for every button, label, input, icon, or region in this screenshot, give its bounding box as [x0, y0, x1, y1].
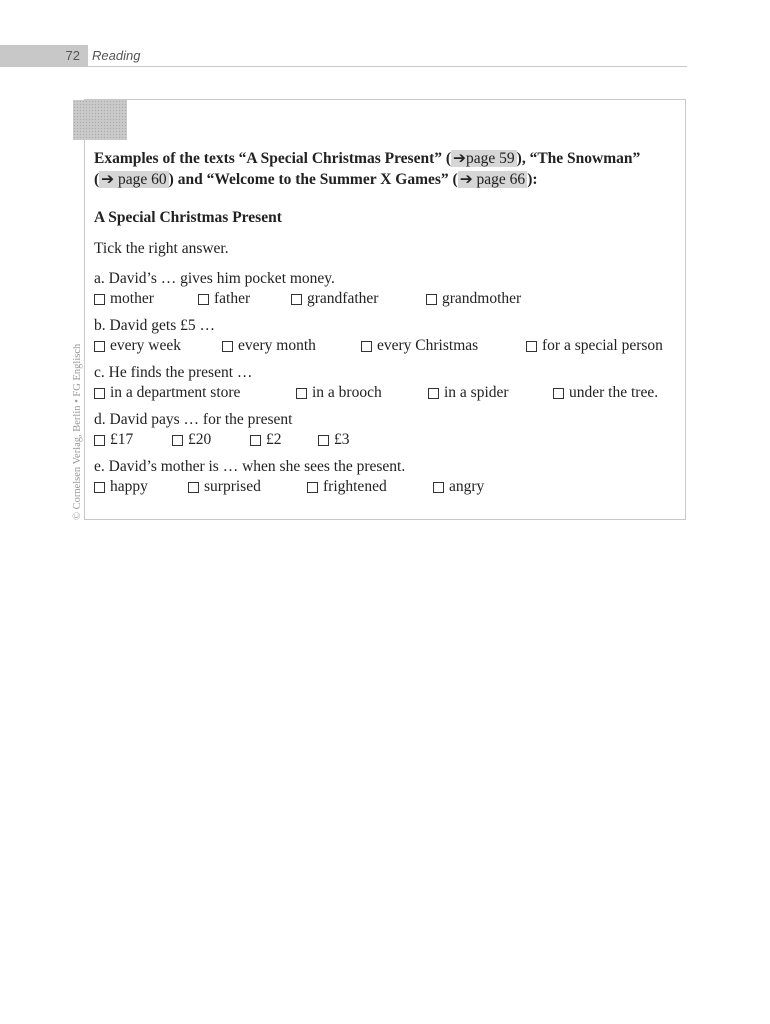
option-label: £20: [188, 431, 212, 448]
option-label: £17: [110, 431, 134, 448]
question-prompt: e. David’s mother is … when she sees the present.: [94, 458, 406, 475]
option-label: father: [214, 290, 251, 307]
page-reference-link[interactable]: ➔ page 60: [101, 171, 167, 188]
checkbox-icon[interactable]: [307, 482, 318, 493]
checkbox-icon[interactable]: [526, 341, 537, 352]
option-label: every month: [238, 337, 316, 354]
answer-option[interactable]: [94, 477, 148, 497]
answer-option[interactable]: [361, 336, 478, 356]
option-label: under the tree.: [569, 384, 659, 401]
option-label: every week: [110, 337, 181, 354]
intro-part: (: [94, 171, 100, 188]
answer-option[interactable]: [428, 383, 509, 403]
question-prompt: a. David’s … gives him pocket money.: [94, 270, 335, 287]
answer-option[interactable]: [318, 430, 350, 450]
option-label: grandfather: [307, 290, 379, 307]
answer-option[interactable]: [198, 289, 250, 309]
answer-option[interactable]: [426, 289, 521, 309]
checkbox-icon[interactable]: [553, 388, 564, 399]
page-reference-link[interactable]: ➔page 59: [453, 150, 515, 167]
option-label: in a department store: [110, 384, 241, 401]
corner-pattern: [73, 100, 127, 140]
header-rule: [0, 66, 687, 67]
intro-text: [94, 148, 684, 190]
answer-option[interactable]: [250, 430, 282, 450]
checkbox-icon[interactable]: [250, 435, 261, 446]
checkbox-icon[interactable]: [94, 435, 105, 446]
intro-part: Examples of the texts “A Special Christmas Present” (: [94, 150, 452, 167]
intro-part: ) and “Welcome to the Summer X Games” (: [168, 171, 458, 188]
answer-option[interactable]: [553, 383, 658, 403]
checkbox-icon[interactable]: [94, 388, 105, 399]
answer-option[interactable]: [291, 289, 378, 309]
option-label: in a spider: [444, 384, 509, 401]
question-prompt: c. He finds the present …: [94, 364, 253, 381]
answer-option[interactable]: [94, 430, 133, 450]
option-label: mother: [110, 290, 154, 307]
intro-part: ):: [527, 171, 538, 188]
checkbox-icon[interactable]: [428, 388, 439, 399]
option-label: £2: [266, 431, 282, 448]
checkbox-icon[interactable]: [198, 294, 209, 305]
checkbox-icon[interactable]: [426, 294, 437, 305]
instruction: Tick the right answer.: [94, 240, 229, 257]
checkbox-icon[interactable]: [172, 435, 183, 446]
checkbox-icon[interactable]: [433, 482, 444, 493]
answer-option[interactable]: [526, 336, 663, 356]
checkbox-icon[interactable]: [318, 435, 329, 446]
option-label: frightened: [323, 478, 387, 495]
checkbox-icon[interactable]: [188, 482, 199, 493]
option-label: every Christmas: [377, 337, 479, 354]
checkbox-icon[interactable]: [222, 341, 233, 352]
question-prompt: d. David pays … for the present: [94, 411, 293, 428]
section-title: Reading: [92, 48, 141, 63]
answer-option[interactable]: [94, 383, 240, 403]
option-label: happy: [110, 478, 148, 495]
answer-option[interactable]: [433, 477, 484, 497]
answer-option[interactable]: [172, 430, 211, 450]
page-reference-link[interactable]: ➔ page 66: [459, 171, 526, 188]
checkbox-icon[interactable]: [361, 341, 372, 352]
copyright-notice: © Cornelsen Verlag, Berlin • FG Englisch: [72, 343, 83, 520]
checkbox-icon[interactable]: [94, 294, 105, 305]
checkbox-icon[interactable]: [94, 341, 105, 352]
answer-option[interactable]: [94, 336, 181, 356]
checkbox-icon[interactable]: [94, 482, 105, 493]
story-title: A Special Christmas Present: [94, 209, 282, 226]
option-label: grandmother: [442, 290, 522, 307]
answer-option[interactable]: [188, 477, 261, 497]
checkbox-icon[interactable]: [291, 294, 302, 305]
option-label: in a brooch: [312, 384, 382, 401]
answer-option[interactable]: [94, 289, 154, 309]
answer-option[interactable]: [222, 336, 316, 356]
checkbox-icon[interactable]: [296, 388, 307, 399]
option-label: surprised: [204, 478, 261, 495]
option-label: for a special person: [542, 337, 663, 354]
page-number: 72: [65, 48, 80, 63]
intro-part: ), “The Snowman”: [516, 150, 641, 167]
answer-option[interactable]: [307, 477, 387, 497]
option-label: £3: [334, 431, 350, 448]
question-prompt: b. David gets £5 …: [94, 317, 215, 334]
answer-option[interactable]: [296, 383, 382, 403]
option-label: angry: [449, 478, 485, 495]
